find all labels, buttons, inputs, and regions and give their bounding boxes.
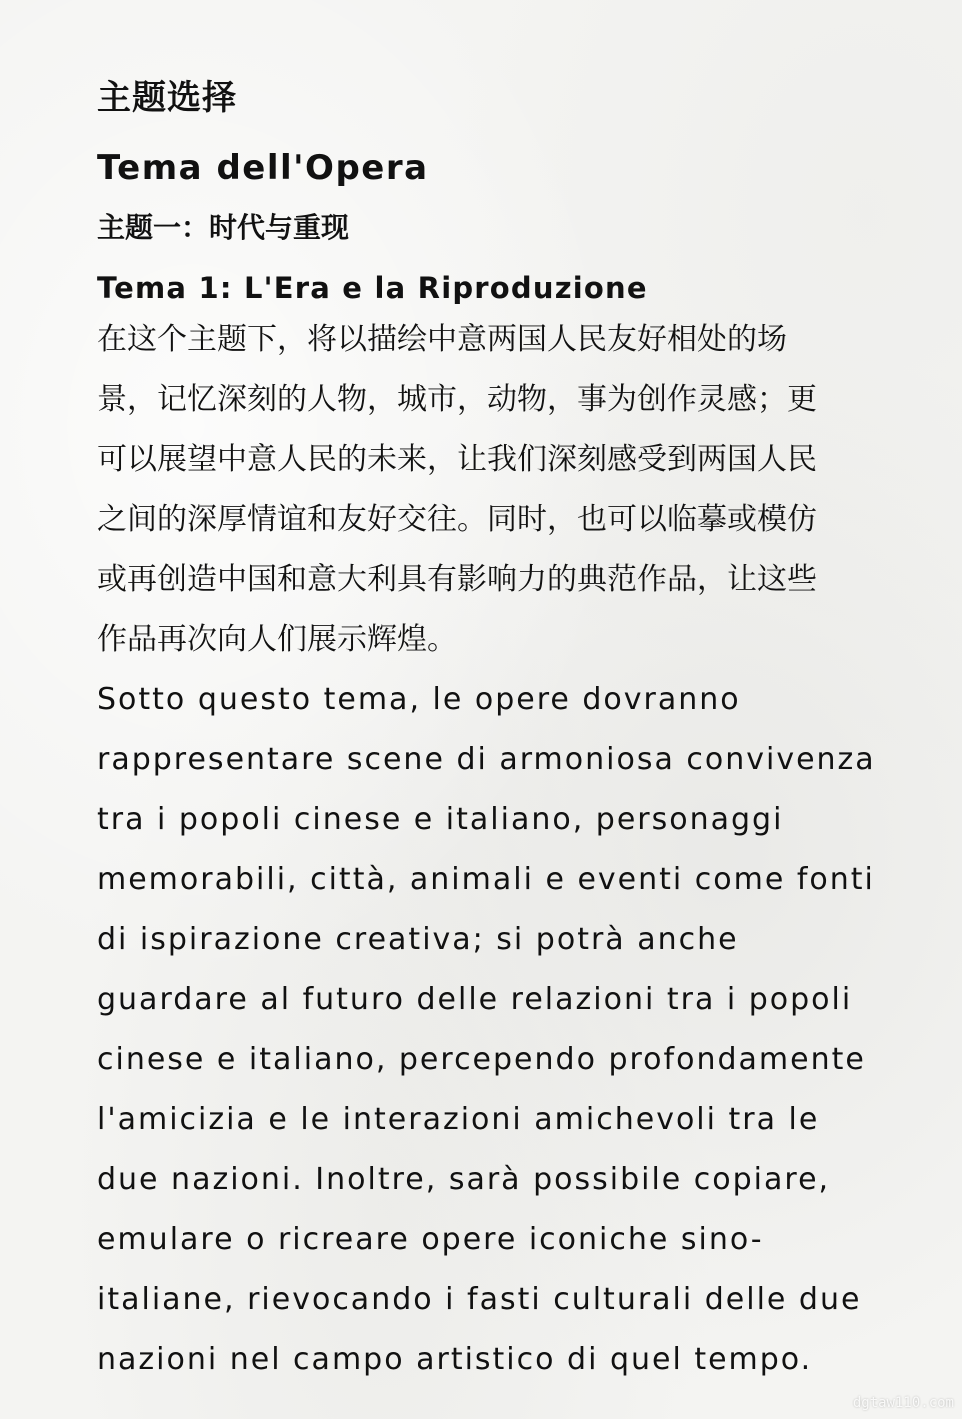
theme1-body-it: Sotto questo tema, le opere dovranno rappresentare scene di armoniosa convivenza tra i popoli cinese e italiano, personaggi memorabili, città, animali e eventi come fonti di ispirazione creativa; si potrà anche guardare al futuro delle relazioni tra i popoli cinese e italiano, percependo profondamente l'amicizia e le interazioni amichevoli tra le due nazioni. Inoltre, sarà possibile copiare, emulare o ricreare opere iconiche sino-italiane, rievocando i fasti culturali delle due nazioni nel campo artistico di quel tempo. <box>97 682 876 1377</box>
section-title-zh: 主题选择 <box>97 78 237 118</box>
document-content <box>97 72 877 1390</box>
section-title-it: Tema dell'Opera <box>97 148 429 188</box>
theme1-body-zh: 在这个主题下，将以描绘中意两国人民友好相处的场景，记忆深刻的人物，城市，动物，事为创作灵感；更可以展望中意人民的未来，让我们深刻感受到两国人民之间的深厚情谊和友好交往。同时，也可以临摹或模仿或再创造中国和意大利具有影响力的典范作品，让这些作品再次向人们展示辉煌。 <box>97 322 817 657</box>
theme1-title-zh: 主题一：时代与重现 <box>97 211 350 244</box>
theme1-title-it: Tema 1: L'Era e la Riproduzione <box>97 271 648 305</box>
watermark: dgtaw110.com <box>852 1395 954 1411</box>
